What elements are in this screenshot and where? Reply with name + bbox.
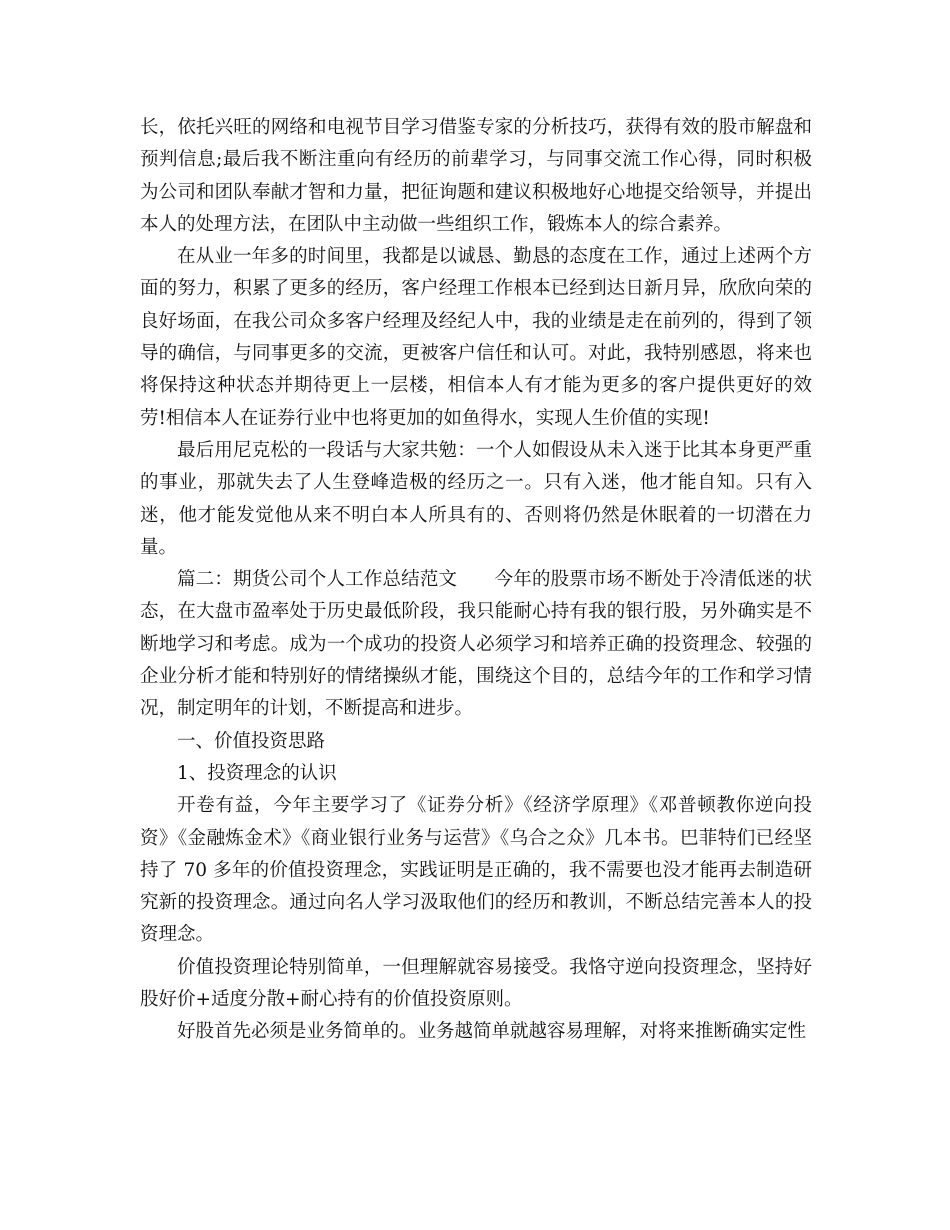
paragraph-good-stocks: 好股首先必须是业务简单的。业务越简单就越容易理解，对将来推断确实定性 <box>177 1021 807 1043</box>
paragraph-books-studied: 开卷有益，今年主要学习了《证券分析》《经济学原理》《邓普顿教你逆向投资》《金融炼金术》《商业银行业务与运营》《乌合之众》几本书。巴菲特们已经坚持了 70 多年的价值投资理念，实践证明是正确的，我不需要也没才能再去制造研究新的投资理念。通过向名人学习汲取他们的经历和教训，不断总结完善本人的投资理念。 <box>140 795 812 946</box>
document-page <box>140 112 812 1049</box>
section-heading-value-investing: 一、价值投资思路 <box>177 730 326 752</box>
paragraph-continuation: 长，依托兴旺的网络和电视节目学习借鉴专家的分析技巧，获得有效的股市解盘和预判信息;最后我不断注重向有经历的前辈学习，与同事交流工作心得，同时积极为公司和团队奉献才智和力量，把征询题和建议积极地好心地提交给领导，并提出本人的处理方法，在团队中主动做一些组织工作，锻炼本人的综合素养。 <box>140 117 812 235</box>
subheading-investment-philosophy: 1、投资理念的认识 <box>177 762 337 784</box>
paragraph-work-experience: 在从业一年多的时间里，我都是以诚恳、勤恳的态度在工作，通过上述两个方面的努力，积累了更多的经历，客户经理工作根本已经到达日新月异，欣欣向荣的良好场面，在我公司众多客户经理及经纪人中，我的业绩是走在前列的，得到了领导的确信，与同事更多的交流，更被客户信任和认可。对此，我特别感恩，将来也将保持这种状态并期待更上一层楼，相信本人有才能为更多的客户提供更好的效劳!相信本人在证券行业中也将更加的如鱼得水，实现人生价值的实现! <box>140 246 812 429</box>
paragraph-part-two-intro: 篇二：期货公司个人工作总结范文 今年的股票市场不断处于冷清低迷的状态，在大盘市盈率处于历史最低阶段，我只能耐心持有我的银行股，另外确实是不断地学习和考虑。成为一个成功的投资人必须学习和培养正确的投资理念、较强的企业分析才能和特别好的情绪操纵才能，围绕这个目的，总结今年的工作和学习情况，制定明年的计划，不断提高和进步。 <box>140 569 812 720</box>
paragraph-nixon-quote: 最后用尼克松的一段话与大家共勉：一个人如假设从未入迷于比其本身更严重的事业，那就失去了人生登峰造极的经历之一。只有入迷，他才能自知。只有入迷，他才能发觉他从来不明白本人所具有的、否则将仍然是休眠着的一切潜在力量。 <box>140 439 812 558</box>
paragraph-value-theory: 价值投资理论特别简单，一但理解就容易接受。我恪守逆向投资理念，坚持好股好价+适度分散+耐心持有的价值投资原则。 <box>140 956 812 1011</box>
